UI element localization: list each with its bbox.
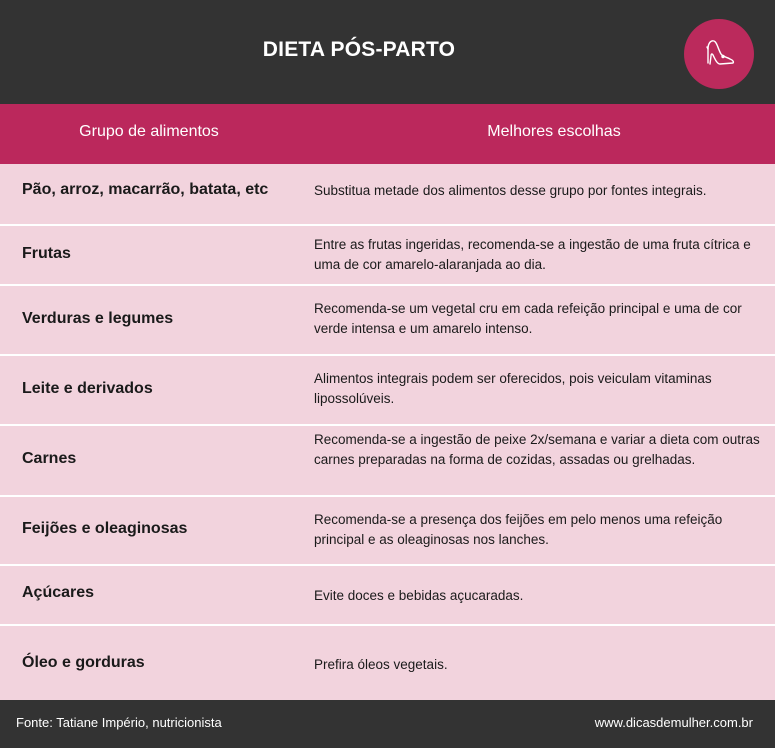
footer: [0, 700, 775, 748]
cell-food-group: Açúcares: [22, 584, 95, 601]
cell-food-group: Feijões e oleaginosas: [22, 520, 188, 537]
column-header-group: Grupo de alimentos: [79, 123, 219, 140]
page-title: DIETA PÓS-PARTO: [262, 38, 456, 61]
cell-best-choice: Evite doces e bebidas açucaradas.: [314, 588, 524, 603]
table-row: [0, 497, 775, 566]
table-row: [0, 164, 775, 226]
top-bar: [0, 0, 775, 104]
column-header-best-choices: Melhores escolhas: [487, 123, 621, 140]
cell-best-choice: Substitua metade dos alimentos desse grupo por fontes integrais.: [314, 183, 707, 198]
high-heel-shoe-icon: [698, 33, 740, 75]
table-row: [0, 226, 775, 286]
cell-best-choice: Prefira óleos vegetais.: [314, 657, 448, 672]
table-row: [0, 286, 775, 356]
cell-food-group: Óleo e gorduras: [22, 654, 145, 671]
table-header: [0, 104, 775, 164]
table-row: [0, 566, 775, 626]
cell-best-choice: Recomenda-se a ingestão de peixe 2x/semana e variar a dieta com outras carnes preparadas na forma de cozidas, assadas ou grelhadas.: [314, 432, 760, 467]
brand-logo[interactable]: [684, 19, 754, 89]
site-url[interactable]: www.dicasdemulher.com.br: [594, 715, 753, 730]
table-body: [0, 164, 775, 700]
cell-best-choice: Alimentos integrais podem ser oferecidos, pois veiculam vitaminas lipossolúveis.: [314, 371, 712, 406]
cell-best-choice: Entre as frutas ingeridas, recomenda-se a ingestão de uma fruta cítrica e uma de cor amarelo-alaranjada ao dia.: [314, 237, 751, 272]
table-row: [0, 356, 775, 426]
source-credit: Fonte: Tatiane Império, nutricionista: [16, 715, 222, 730]
cell-best-choice: Recomenda-se a presença dos feijões em pelo menos uma refeição principal e as oleaginosas nos lanches.: [314, 512, 723, 547]
table-row: [0, 426, 775, 497]
table-row: [0, 626, 775, 700]
cell-food-group: Carnes: [22, 450, 77, 467]
cell-food-group: Frutas: [22, 245, 71, 262]
cell-food-group: Verduras e legumes: [22, 310, 174, 327]
cell-food-group: Leite e derivados: [22, 380, 153, 397]
cell-food-group: Pão, arroz, macarrão, batata, etc: [22, 181, 269, 198]
cell-best-choice: Recomenda-se um vegetal cru em cada refeição principal e uma de cor verde intensa e um amarelo intenso.: [314, 301, 742, 336]
